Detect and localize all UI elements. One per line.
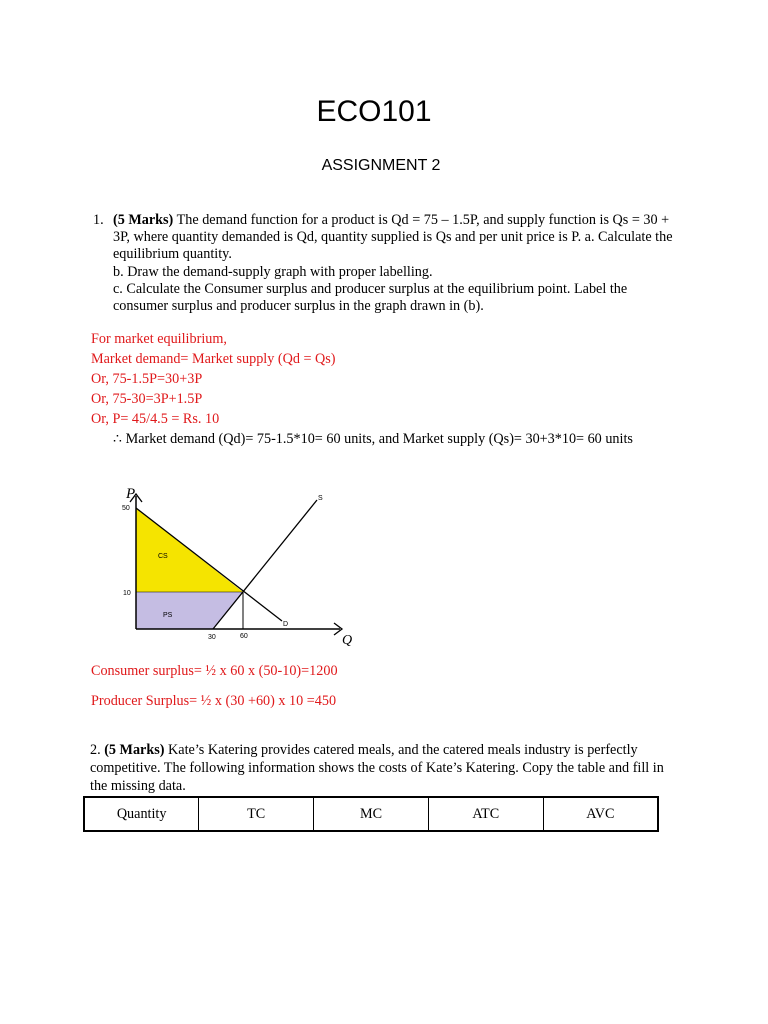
question-2-text-block bbox=[90, 741, 670, 795]
question-2-text: Kate’s Katering provides catered meals, and the catered meals industry is perfectly competitive. The following information shows the costs of Kate’s Katering. Copy the table and fill in the missing data. bbox=[90, 742, 664, 794]
supply-curve bbox=[213, 500, 317, 629]
question-1-marks: (5 Marks) bbox=[113, 212, 174, 228]
question-1 bbox=[93, 212, 673, 315]
question-1-part-b: b. Draw the demand-supply graph with proper labelling. bbox=[113, 263, 433, 280]
table-header-row bbox=[84, 797, 658, 831]
y-tick-10: 10 bbox=[123, 590, 131, 597]
course-title: ECO101 bbox=[316, 95, 432, 128]
consumer-surplus-result: Consumer surplus= ½ x 60 x (50-10)=1200 bbox=[91, 663, 338, 679]
header-mc: MC bbox=[314, 797, 429, 831]
x-tick-30: 30 bbox=[208, 634, 216, 641]
header-atc: ATC bbox=[428, 797, 543, 831]
supply-label: S bbox=[318, 495, 323, 502]
question-1-part-a bbox=[113, 212, 673, 264]
y-axis-label: P bbox=[126, 486, 136, 502]
question-1-text: The demand function for a product is Qd = 75 – 1.5P, and supply function is Qs = 30 + 3P, where quantity demanded is Qd, quantity supplied is Qs and per unit price is P. a. Calculate the equilibrium quantity. bbox=[113, 212, 673, 263]
question-2-number: 2. bbox=[90, 742, 101, 758]
solution-steps bbox=[91, 329, 691, 429]
demand-supply-graph bbox=[92, 474, 382, 654]
cs-label: CS bbox=[158, 553, 168, 560]
solution-line: Or, 75-30=3P+1.5P bbox=[91, 391, 203, 407]
x-tick-60: 60 bbox=[240, 633, 248, 640]
producer-surplus-result: Producer Surplus= ½ x (30 +60) x 10 =450 bbox=[91, 693, 337, 709]
solution-line: For market equilibrium, bbox=[91, 331, 227, 347]
solution-line: Or, 75-1.5P=30+3P bbox=[91, 371, 203, 387]
header-tc: TC bbox=[199, 797, 314, 831]
solution-line: Market demand= Market supply (Qd = Qs) bbox=[91, 351, 336, 367]
header-avc: AVC bbox=[543, 797, 658, 831]
producer-surplus-area bbox=[136, 592, 243, 629]
solution-line: Or, P= 45/4.5 = Rs. 10 bbox=[91, 411, 220, 427]
x-axis-label: Q bbox=[342, 633, 353, 648]
y-tick-50: 50 bbox=[122, 505, 130, 512]
demand-label: D bbox=[283, 621, 289, 628]
assignment-title: ASSIGNMENT 2 bbox=[321, 157, 441, 174]
header-quantity: Quantity bbox=[84, 797, 199, 831]
equilibrium-quantity-line: ∴ Market demand (Qd)= 75-1.5*10= 60 units, and Market supply (Qs)= 30+3*10= 60 units bbox=[113, 431, 633, 447]
ps-label: PS bbox=[163, 612, 173, 619]
question-1-part-c: c. Calculate the Consumer surplus and producer surplus at the equilibrium point. Label the consumer surplus and producer surplus in the graph drawn in (b). bbox=[113, 280, 628, 315]
cost-table bbox=[83, 796, 659, 832]
question-2-marks: (5 Marks) bbox=[104, 742, 165, 758]
question-2 bbox=[90, 741, 670, 795]
question-1-number: 1. bbox=[93, 212, 104, 228]
